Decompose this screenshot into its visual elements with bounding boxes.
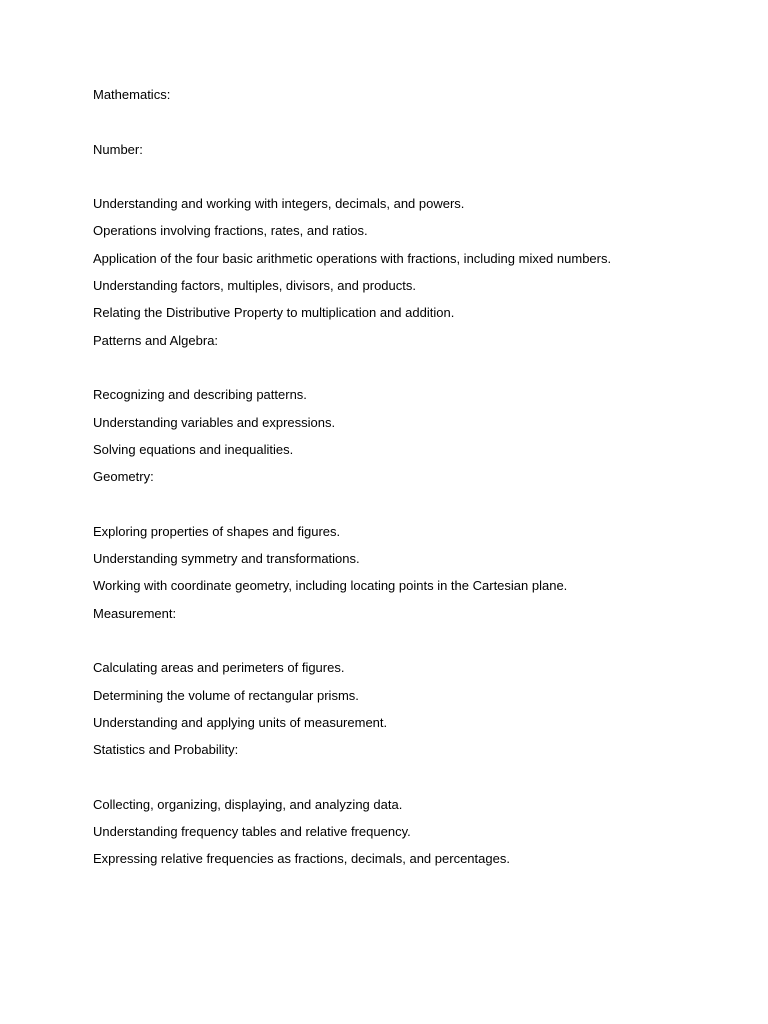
list-item: Recognizing and describing patterns. [93, 387, 307, 403]
section-heading: Measurement: [93, 605, 177, 621]
list-item: Working with coordinate geometry, including locating points in the Cartesian plane. [93, 578, 568, 594]
list-item: Understanding and applying units of measurement. [93, 714, 388, 730]
section-heading: Statistics and Probability: [93, 742, 239, 758]
section-heading: Number: [93, 141, 143, 157]
list-item: Operations involving fractions, rates, and ratios. [93, 223, 368, 239]
list-item: Collecting, organizing, displaying, and analyzing data. [93, 796, 403, 812]
document-body [93, 86, 713, 878]
list-item: Understanding frequency tables and relative frequency. [93, 824, 411, 840]
list-item: Determining the volume of rectangular prisms. [93, 687, 359, 703]
section-heading: Patterns and Algebra: [93, 332, 219, 348]
list-item: Understanding factors, multiples, divisors, and products. [93, 278, 416, 294]
section-heading: Mathematics: [93, 87, 171, 102]
list-item: Solving equations and inequalities. [93, 441, 294, 457]
section-heading: Geometry: [93, 469, 154, 485]
list-item: Relating the Distributive Property to multiplication and addition. [93, 305, 455, 321]
list-item: Expressing relative frequencies as fractions, decimals, and percentages. [93, 851, 510, 867]
list-item: Understanding and working with integers, decimals, and powers. [93, 196, 465, 212]
list-item: Exploring properties of shapes and figures. [93, 523, 341, 539]
list-item: Understanding variables and expressions. [93, 414, 336, 430]
list-item: Application of the four basic arithmetic operations with fractions, including mixed numbers. [93, 250, 612, 266]
list-item: Understanding symmetry and transformations. [93, 551, 360, 567]
list-item: Calculating areas and perimeters of figures. [93, 660, 345, 676]
